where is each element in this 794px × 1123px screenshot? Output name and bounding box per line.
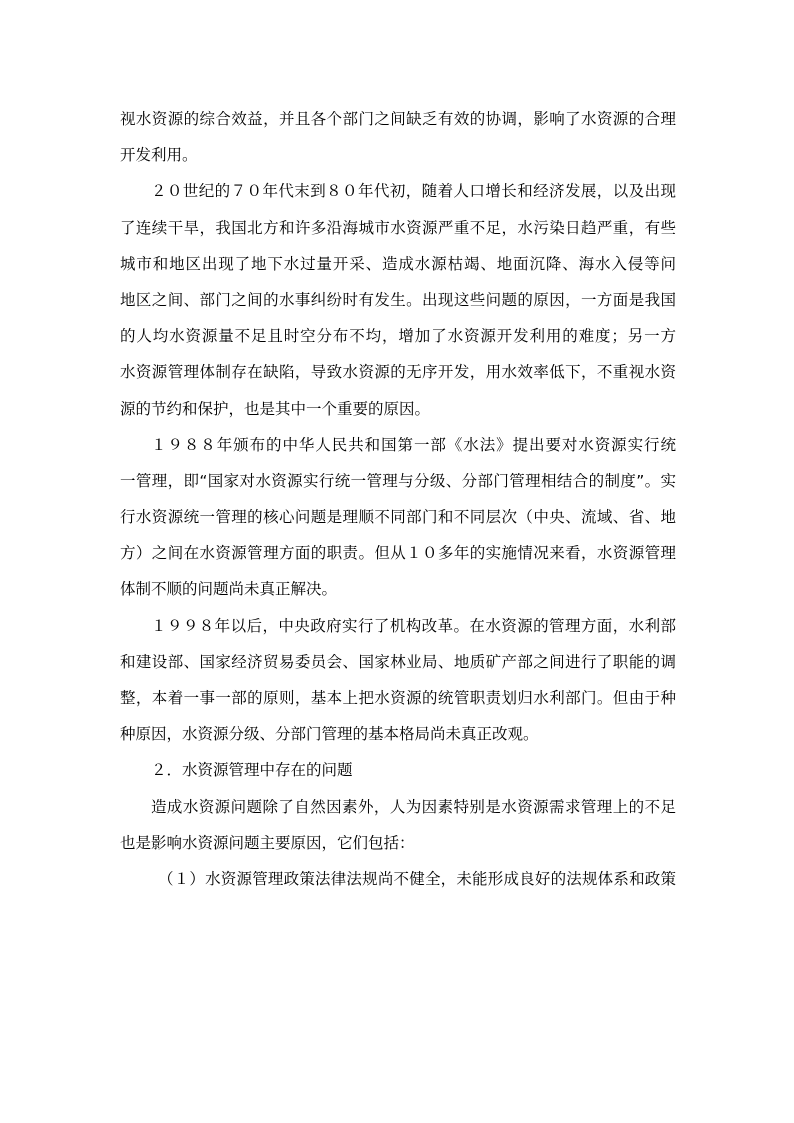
text-line: 行水资源统一管理的核心问题是理顺不同部门和不同层次（中央、流域、省、地 — [120, 508, 676, 527]
text-line: 方）之间在水资源管理方面的职责。但从１０多年的实施情况来看，水资源管理 — [120, 544, 676, 563]
text-line: 地区之间、部门之间的水事纠纷时有发生。出现这些问题的原因，一方面是我国 — [120, 290, 676, 309]
text-line: 视水资源的综合效益，并且各个部门之间缺乏有效的协调，影响了水资源的合理 — [120, 110, 676, 128]
paragraph-first-line: １９９８年以后，中央政府实行了机构改革。在水资源的管理方面，水利部 — [151, 616, 676, 635]
paragraph-first-line: １９８８年颁布的中华人民共和国第一部《水法》提出要对水资源实行统 — [151, 435, 676, 454]
text-line: 水资源管理体制存在缺陷，导致水资源的无序开发，用水效率低下，不重视水资 — [120, 363, 676, 382]
text-line: 一管理，即“国家对水资源实行统一管理与分级、分部门管理相结合的制度”。实 — [120, 471, 676, 490]
section-heading: ２．水资源管理中存在的问题 — [151, 761, 353, 780]
text-line: 和建设部、国家经济贸易委员会、国家林业局、地质矿产部之间进行了职能的调 — [120, 652, 676, 671]
paragraph-first-line: 造成水资源问题除了自然因素外，人为因素特别是水资源需求管理上的不足 — [151, 797, 676, 816]
list-item-first-line: （１）水资源管理政策法律法规尚不健全，未能形成良好的法规体系和政策 — [158, 869, 676, 888]
text-line: 体制不顺的问题尚未真正解决。 — [120, 580, 338, 599]
body-text — [120, 101, 676, 897]
text-line: 开发利用。 — [120, 146, 198, 165]
text-line: 整，本着一事一部的原则，基本上把水资源的统管职责划归水利部门。但由于种 — [120, 689, 676, 707]
paragraph-first-line: ２０世纪的７０年代末到８０年代初，随着人口增长和经济发展，以及出现 — [151, 182, 676, 201]
text-line: 也是影响水资源问题主要原因，它们包括： — [120, 833, 415, 852]
text-line: 城市和地区出现了地下水过量开采、造成水源枯竭、地面沉降、海水入侵等问 — [120, 254, 676, 273]
text-line: 的人均水资源量不足且时空分布不均，增加了水资源开发利用的难度；另一方 — [120, 327, 676, 346]
text-line: 源的节约和保护，也是其中一个重要的原因。 — [120, 399, 431, 418]
text-line: 了连续干旱，我国北方和许多沿海城市水资源严重不足，水污染日趋严重，有些 — [120, 218, 676, 237]
text-line: 种原因，水资源分级、分部门管理的基本格局尚未真正改观。 — [120, 725, 539, 744]
